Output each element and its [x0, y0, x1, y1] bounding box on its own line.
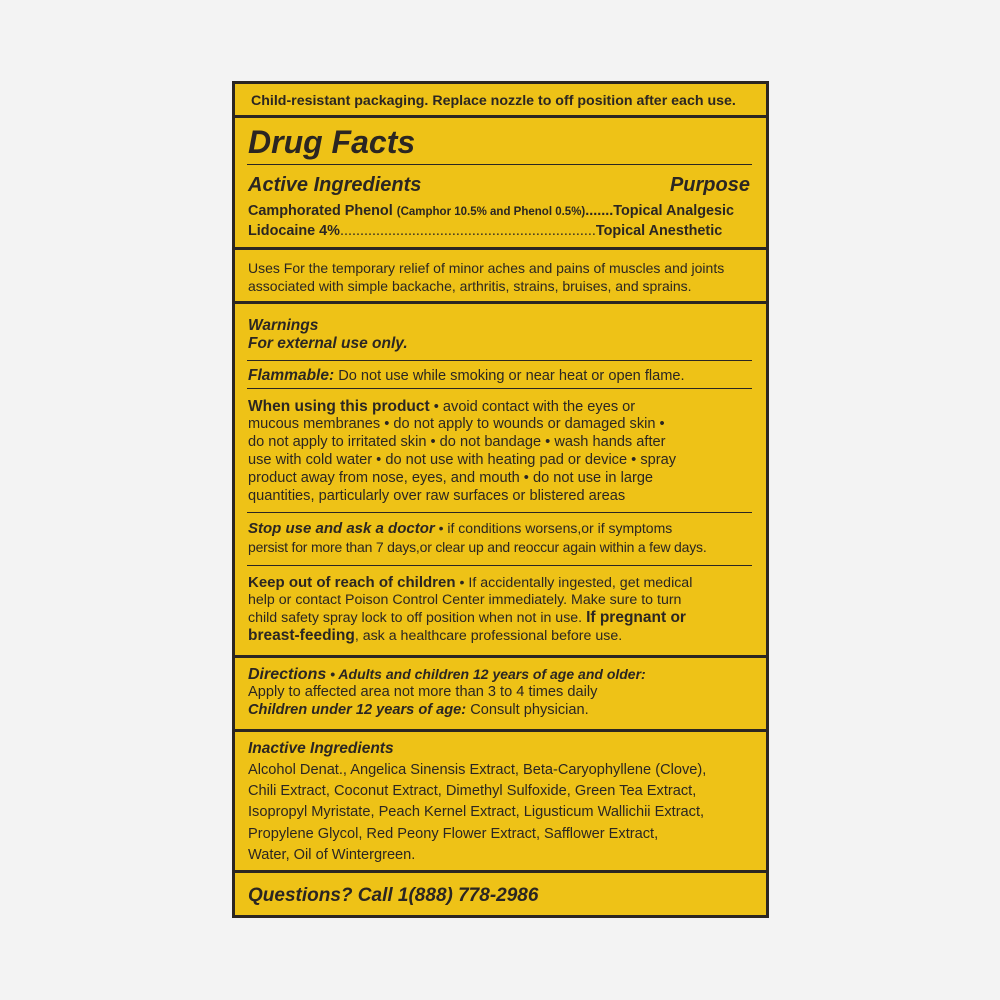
external-use-warning: For external use only. [248, 335, 408, 352]
directions-line: Apply to affected area not more than 3 to 4 times daily [248, 684, 598, 700]
keep-out-line: help or contact Poison Control Center immediately. Make sure to turn [248, 592, 682, 608]
keep-out-text: , ask a healthcare professional before use. [354, 628, 623, 644]
inactive-ingredients-line: Propylene Glycol, Red Peony Flower Extract, Safflower Extract, [248, 826, 659, 842]
stop-use-heading: Stop use and ask a doctor [248, 520, 435, 537]
divider [235, 115, 766, 118]
keep-out-heading: Keep out of reach of children [248, 574, 456, 591]
ingredient-name: Lidocaine 4% [248, 223, 340, 239]
uses-line: Uses For the temporary relief of minor aches and pains of muscles and joints [248, 260, 725, 276]
keep-out-text: child safety spray lock to off position when not in use. [248, 610, 587, 626]
divider [247, 360, 752, 361]
when-using-line: use with cold water • do not use with heating pad or device • spray [248, 452, 677, 468]
divider [247, 565, 752, 566]
divider [235, 301, 766, 304]
divider [235, 870, 766, 873]
uses-line: associated with simple backache, arthritis, strains, bruises, and sprains. [248, 278, 692, 294]
flammable-text: Do not use while smoking or near heat or open flame. [338, 368, 685, 384]
active-ingredients-heading: Active Ingredients [248, 174, 422, 196]
when-using-line: do not apply to irritated skin • do not bandage • wash hands after [248, 434, 666, 450]
ingredient-name: Camphorated Phenol [248, 203, 393, 219]
when-using-line: mucous membranes • do not apply to wounds or damaged skin • [248, 416, 665, 432]
inactive-ingredients-heading: Inactive Ingredients [248, 740, 394, 757]
flammable-warning [248, 367, 685, 386]
divider [247, 388, 752, 389]
warnings-heading: Warnings [248, 317, 319, 334]
children-text: Consult physician. [466, 702, 589, 718]
when-using-text: • avoid contact with the eyes or [429, 399, 636, 415]
stop-use-line [248, 520, 672, 538]
inactive-ingredients-line: Isopropyl Myristate, Peach Kernel Extract, Ligusticum Wallichii Extract, [248, 804, 705, 820]
child-resistant-notice: Child-resistant packaging. Replace nozzle to off position after each use. [251, 93, 736, 109]
pregnant-heading: If pregnant or [586, 609, 686, 626]
keep-out-line [248, 574, 692, 593]
ingredient-detail: (Camphor 10.5% and Phenol 0.5%) [396, 206, 586, 218]
divider [235, 655, 766, 658]
keep-out-line [248, 627, 622, 646]
divider [235, 729, 766, 732]
dot-leader: ................................................................ [339, 223, 596, 239]
stop-use-line: persist for more than 7 days,or clear up and reoccur again within a few days. [248, 539, 707, 555]
active-ingredient-row [248, 203, 734, 219]
breast-feeding-heading: breast-feeding [248, 627, 355, 644]
when-using-heading: When using this product [248, 398, 430, 415]
dot-leader: ....... [585, 203, 614, 219]
when-using-line [248, 398, 635, 417]
stop-use-text: • if conditions worsens,or if symptoms [434, 520, 673, 536]
when-using-line: product away from nose, eyes, and mouth • do not use in large [248, 470, 654, 486]
directions-heading: Directions [248, 666, 327, 683]
inactive-ingredients-line: Water, Oil of Wintergreen. [248, 847, 416, 863]
questions-phone: Questions? Call 1(888) 778-2986 [248, 885, 539, 906]
children-heading: Children under 12 years of age: [248, 702, 467, 718]
active-ingredient-row [248, 223, 722, 239]
inactive-ingredients-line: Chili Extract, Coconut Extract, Dimethyl Sulfoxide, Green Tea Extract, [248, 783, 697, 799]
purpose-heading: Purpose [669, 174, 750, 196]
divider [235, 247, 766, 250]
ingredient-purpose: Topical Analgesic [613, 203, 735, 219]
inactive-ingredients-line: Alcohol Denat., Angelica Sinensis Extract, Beta-Caryophyllene (Clove), [248, 762, 707, 778]
drug-facts-label [232, 81, 769, 918]
drug-facts-title: Drug Facts [248, 124, 416, 160]
divider [247, 512, 752, 513]
when-using-line: quantities, particularly over raw surfaces or blistered areas [248, 488, 626, 504]
directions-adults: • Adults and children 12 years of age and older: [326, 666, 646, 682]
keep-out-text: • If accidentally ingested, get medical [455, 575, 693, 591]
divider [247, 164, 752, 165]
keep-out-line [248, 609, 686, 628]
directions-line [248, 702, 589, 720]
directions-line [248, 666, 646, 685]
flammable-heading: Flammable: [248, 367, 335, 384]
ingredient-purpose: Topical Anesthetic [595, 223, 723, 239]
